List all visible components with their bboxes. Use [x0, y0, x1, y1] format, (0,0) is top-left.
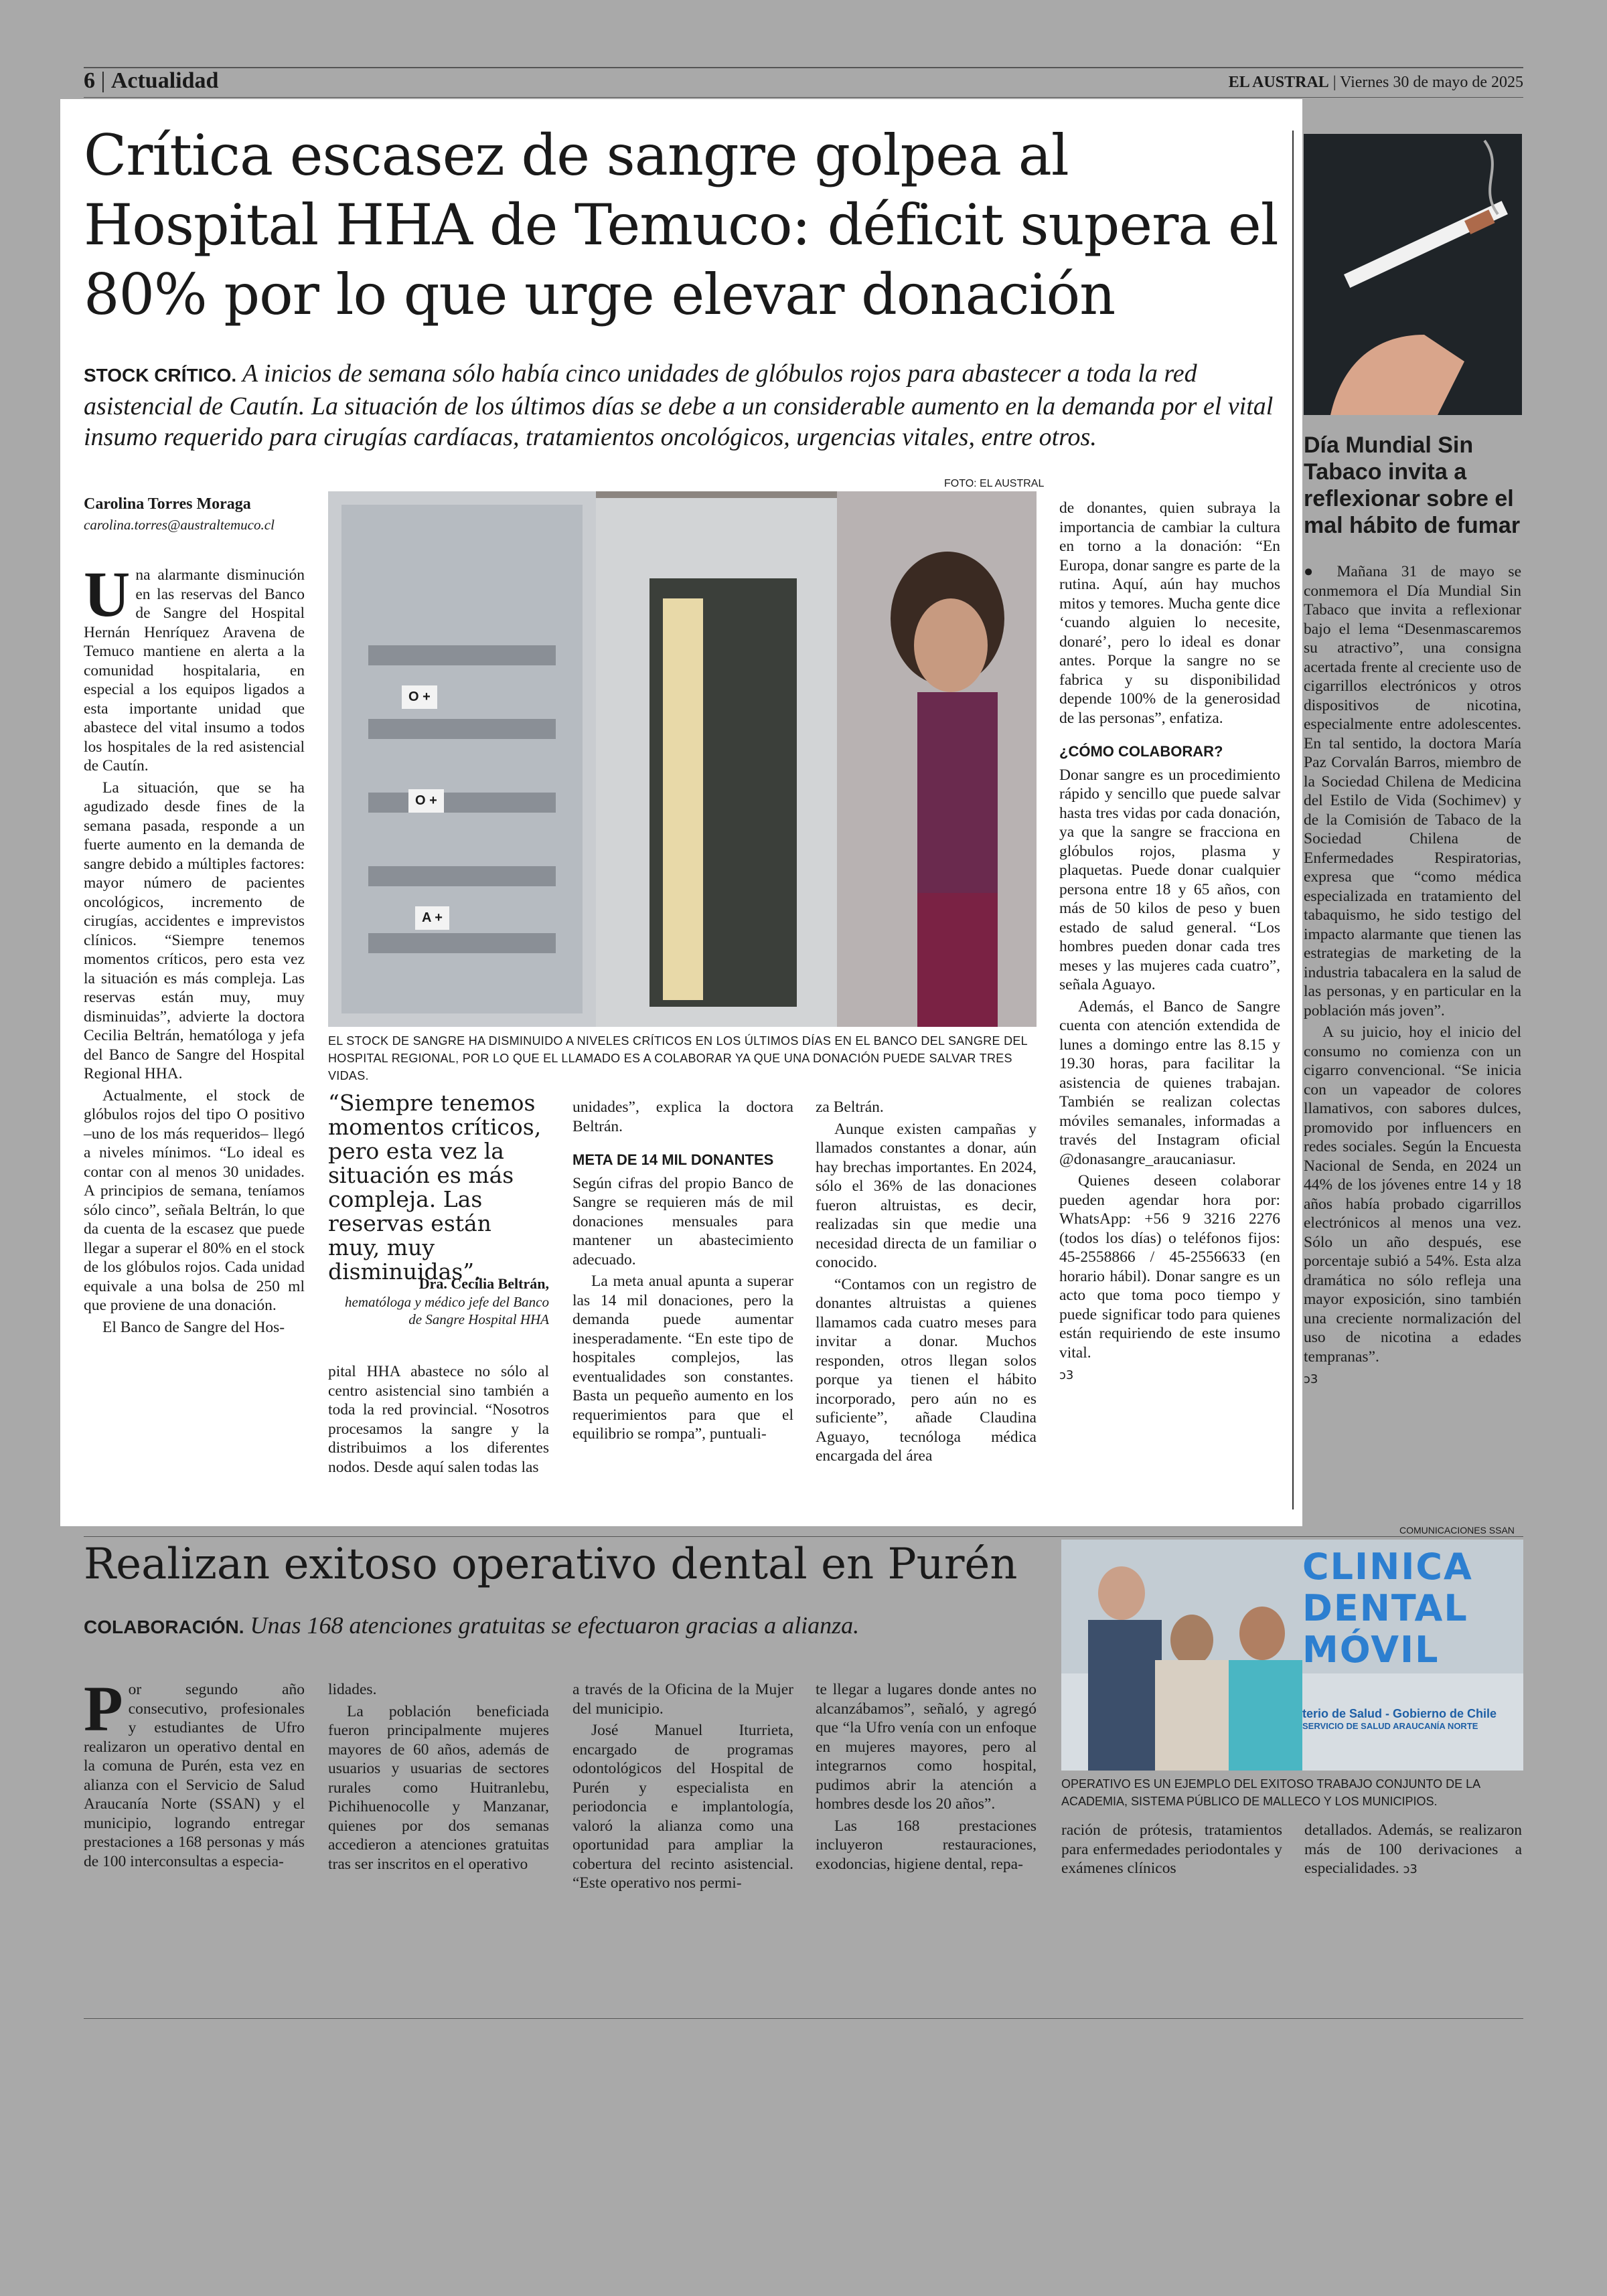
dental-col4-p1: te llegar a lugares donde antes no alcanzábamos”, señaló, y agregó que “la Ufro venía con un enfoque en mujeres mayores, pero al integrarnos como hospital, pudimos abrir la atención a hombres desde los 20 años”. — [816, 1681, 1037, 1813]
dental-column-6 — [1304, 1821, 1522, 1882]
dental-headline: Realizan exitoso operativo dental en Purén — [84, 1540, 1018, 1589]
dental-end-mark-icon: ↄ3 — [1403, 1862, 1418, 1876]
sidebar-p1-text: Mañana 31 de mayo se conmemora el Día Mundial Sin Tabaco que invita a reflexionar bajo el lema “Desenmascaremos su atractivo”, una consigna acertada frente al creciente uso de cigarrillos electrónicos y otros dispositivos de nicotina, especialmente entre adolescentes. En tal sentido, la doctora María Paz Corvalán Barros, miembro de la Sociedad Chilena de Medicina del Estilo de Vida (Sochimev) y de la Comisión de Tabaco de la Sociedad Chilena de Enfermedades Respiratorias, expresa que “como médica especializada en tratamiento del tabaquismo, he sido testigo del impacto alarmante que tienen las estrategias de marketing de la industria tabacalera en la salud de las personas, y en particular en la población más joven”. — [1304, 563, 1521, 1019]
sidebar-end-mark-icon: ↄ3 — [1304, 1372, 1318, 1386]
dental-sign — [1302, 1546, 1523, 1671]
banner-line-2: SERVICIO DE SALUD ARAUCANÍA NORTE — [1302, 1721, 1478, 1731]
sidebar-p2: A su juicio, hoy el inicio del consumo no comienza con un cigarro convencional. “Se inicia con un vapeador de colores llamativos, con sabores dulces, promovido por influencers en redes sociales. Según la Encuesta Nacional de Senda, en 2024 un 44% de los jóvenes entre 14 y 18 años había probado cigarrillos electrónicos al menos una vez. Sólo un año después, ese porcentaje subió a 54%. Esta alza dramática no sólo refleja una mayor exposición, sino también una creciente normalización del uso de nicotina a edades tempranas”. — [1304, 1023, 1521, 1366]
dental-column-4 — [816, 1680, 1037, 1876]
byline-author: Carolina Torres Moraga — [84, 495, 251, 513]
main-article-side-rule — [1292, 131, 1294, 1509]
dental-caption: OPERATIVO ES UN EJEMPLO DEL EXITOSO TRABAJO CONJUNTO DE LA ACADEMIA, SISTEMA PÚBLICO DE MALLECO Y LOS MUNICIPIOS. — [1061, 1777, 1480, 1808]
subhead-colaborar: ¿CÓMO COLABORAR? — [1059, 743, 1223, 760]
pull-quote: “Siempre tenemos momentos críticos, pero esta vez la situación es más compleja. Las reservas están muy, muy disminuidas”. — [328, 1090, 542, 1285]
main-col3-p3: La meta anual apunta a superar las 14 mil donaciones, pero la demanda puede aumentar inesperadamente. “En este tipo de hospitales complejos, las eventualidades son constantes. Basta un pequeño aumento en los requerimientos para que el equilibrio se rompa”, puntuali- — [572, 1273, 793, 1443]
header-bottom-rule — [84, 97, 1523, 98]
dropcap-p: P — [84, 1673, 123, 1744]
main-col2-p1: pital HHA abastece no sólo al centro asistencial sino también a toda la red provincial. “Nosotros procesamos la sangre y la distribuimos a los diferentes nodos. Desde aquí salen todas las — [328, 1363, 549, 1476]
dental-col4-p2: Las 168 prestaciones incluyeron restauraciones, exodoncias, higiene dental, repa- — [816, 1817, 1037, 1873]
main-col1-p2: La situación, que se ha agudizado desde fines de la semana pasada, responde a un fuerte aumento en la demanda de sangre debido a múltiples factores: mayor número de pacientes oncológicos, incremento de cirugías, accidentes e imprevistos clínicos. “Siempre tenemos momentos críticos, pero esta vez la situación es más compleja. Las reservas están muy, muy disminuidas”, advierte la doctora Cecilia Beltrán, hematóloga y jefa del Banco de Sangre del Hospital Regional HHA. — [84, 778, 305, 1082]
fridge-label-3: A + — [415, 906, 449, 930]
main-col1-p3: Actualmente, el stock de glóbulos rojos del tipo O positivo –uno de los más requeridos– llegó a niveles mínimos. “Lo ideal es contar con al menos 30 unidades. A principios de semana, teníamos sólo cinco”, señala Beltrán, lo que da cuenta de la escasez que puede llegar a superar el 80% en el stock de los glóbulos rojos. Cada unidad equivale a una bolsa de 250 ml que proviene de una donación. — [84, 1086, 305, 1314]
main-col5-p1: de donantes, quien subraya la importancia de cambiar la cultura en torno a la donación: “En Europa, donar sangre es parte de la rutina. Aquí, aún hay muchos mitos y temores. Mucha gente dice ‘cuando alguien lo necesite, donaré’, pero lo ideal es donar antes. Porque la sangre no se fabrica y su disponibilidad depende 100% de la generosidad de las personas”, enfatiza. — [1059, 499, 1280, 727]
main-column-1 — [84, 558, 305, 1339]
dental-column-5 — [1061, 1821, 1282, 1881]
dental-photo-credit: COMUNICACIONES SSAN — [1399, 1525, 1515, 1536]
dental-photo — [1061, 1540, 1523, 1771]
sign-line-3: MÓVIL — [1302, 1629, 1440, 1671]
quote-role: hematóloga y médico jefe del Banco de Sangre Hospital HHA — [345, 1294, 549, 1327]
main-column-2 — [328, 1362, 549, 1479]
dental-banner — [1302, 1707, 1517, 1731]
main-column-5 — [1059, 499, 1280, 1386]
main-col1-p4: El Banco de Sangre del Hos- — [102, 1318, 285, 1336]
sidebar-text — [1304, 562, 1521, 1390]
sign-line-2: DENTAL — [1302, 1587, 1468, 1629]
dental-col6-text: detallados. Además, se realizaron más de 100 derivaciones a especialidades. — [1304, 1821, 1522, 1877]
main-col1-p1: na alarmante disminución en las reservas del Banco de Sangre del Hospital Hernán Henríquez Aravena de Temuco mantiene en alerta a la comunidad hospitalaria, en especial a los equipos ligados a esta importante unidad que abastece del vital insumo a todos los hospitales de la red asistencial de Cautín. — [84, 566, 305, 774]
cigarette-photo — [1304, 134, 1522, 415]
lead-label: STOCK CRÍTICO. — [84, 365, 237, 386]
subhead-meta: META DE 14 MIL DONANTES — [572, 1151, 774, 1168]
main-col4-p2: Aunque existen campañas y llamados constantes a donar, aún hay brechas importantes. En 2024, sólo el 36% de las donaciones fueron altruistas, es decir, realizadas sin que medie una necesidad directa de un familiar o conocido. — [816, 1120, 1037, 1271]
dental-column-2 — [328, 1680, 549, 1876]
main-column-3 — [572, 1098, 793, 1447]
main-headline: Crítica escasez de sangre golpea al Hospital HHA de Temuco: déficit supera el 80% por lo que urge elevar donación — [84, 122, 1278, 327]
main-col4-p3: “Contamos con un registro de donantes altruistas a quienes llamamos cada cuatro meses para invitar a donar. Muchos responden, otros llegan solos porque ya tienen el hábito incorporado, pero aún no es suficiente”, añade Claudina Aguayo, tecnóloga médica encargada del área — [816, 1275, 1037, 1465]
dental-lead-label: COLABORACIÓN. — [84, 1617, 244, 1637]
byline-email: carolina.torres@australtemuco.cl — [84, 517, 275, 533]
dental-col1-p1: or segundo año consecutivo, profesionales y estudiantes de Ufro realizaron un operativo dental en la comuna de Purén, esta vez en alianza con el Servicio de Salud Araucanía Norte (SSAN) y el municipio, logrando entregar prestaciones a 168 personas y más de 100 interconsultas a especia- — [84, 1681, 305, 1870]
header-top-rule — [84, 67, 1523, 68]
quote-author: Dra. Cecilia Beltrán, — [418, 1275, 549, 1292]
dental-column-3 — [572, 1680, 793, 1896]
footer-rule — [84, 2018, 1523, 2019]
dental-column-1 — [84, 1673, 305, 1874]
banner-line-1: terio de Salud - Gobierno de Chile — [1302, 1707, 1497, 1720]
fridge-label-1: O + — [402, 685, 437, 709]
section-name: Actualidad — [110, 68, 219, 93]
main-col3-p2: Según cifras del propio Banco de Sangre se requieren más de mil donaciones mensuales para mantener un abastecimiento adecuado. — [572, 1174, 793, 1268]
dental-top-rule — [84, 1536, 1523, 1537]
main-column-4 — [816, 1098, 1037, 1469]
dental-col3-p2: José Manuel Iturrieta, encargado de programas odontológicos del Hospital de Purén y especialista en periodoncia e implantología, valoró la alianza como una oportunidad para ampliar la cobertura del recinto asistencial. “Este operativo nos permi- — [572, 1722, 793, 1892]
main-col3-p1: unidades”, explica la doctora Beltrán. — [572, 1098, 793, 1135]
dental-lead — [84, 1611, 859, 1639]
dropcap-u: U — [84, 558, 131, 630]
blood-bank-photo — [328, 491, 1037, 1027]
newspaper-name: EL AUSTRAL — [1228, 74, 1329, 91]
main-col4-p1: za Beltrán. — [816, 1098, 884, 1116]
sidebar-p1: ● Mañana 31 de mayo se conmemora el Día Mundial Sin Tabaco que invita a reflexionar bajo el lema “Desenmascaremos su atractivo”, una consigna acertada frente al creciente uso de cigarrillos electrónicos y otros dispositivos de nicotina, especialmente entre adolescentes. En tal sentido, la doctora María Paz Corvalán Barros, miembro de la Sociedad Chilena de Medicina del Estilo de Vida (Sochimev) y de la Comisión de Tabaco de la Sociedad Chilena de Enfermedades Respiratorias, expresa que “como médica especializada en tratamiento del tabaquismo, he sido testigo del impacto alarmante que tienen las estrategias de marketing de la industria tabacalera en la salud de las personas, y en particular en la población más joven”. — [1304, 563, 1521, 1019]
dental-col2-p1: lidades. — [328, 1681, 377, 1698]
dental-col2-p2: La población beneficiada fueron principalmente mujeres mayores de 60 años, además de usuarios y usuarias de sectores rurales como Huitranlebu, Pichihuenocolle y Manzanar, quienes por dos semanas accedieron a atenciones gratuitas tras ser inscritos en el operativo — [328, 1702, 549, 1873]
end-mark-icon: ↄ3 — [1059, 1368, 1074, 1382]
photo-credit: FOTO: EL AUSTRAL — [944, 478, 1045, 489]
fridge-label-2: O + — [408, 789, 444, 813]
header-right: EL AUSTRAL | Viernes 30 de mayo de 2025 — [1228, 74, 1523, 91]
sidebar-headline: Día Mundial Sin Tabaco invita a reflexionar sobre el mal hábito de fumar — [1304, 432, 1521, 538]
main-col5-p3: Además, el Banco de Sangre cuenta con atención extendida de lunes a domingo entre las 8.15 y 19.30 horas, para facilitar la asistencia de quienes trabajan. También se realizan colectas móviles semanales, informadas a través del Instagram oficial @donasangre_araucaniasur. — [1059, 997, 1280, 1168]
dental-col5-p1: ración de prótesis, tratamientos para enfermedades periodontales y exámenes clínicos — [1061, 1821, 1282, 1877]
dental-col6-p1 — [1304, 1821, 1522, 1880]
main-col5-p2: Donar sangre es un procedimiento rápido y sencillo que puede salvar hasta tres vidas por cada donación, ya que la sangre se fracciona en glóbulos rojos, plasma y plaquetas. Puede donar cualquier persona entre 18 y 65 años, con más de 50 kilos de peso y buen estado de salud general. “Los hombres pueden donar cada tres meses y las mujeres cada cuatro”, señala Aguayo. — [1059, 766, 1280, 993]
lead-text: A inicios de semana sólo había cinco unidades de glóbulos rojos para abastecer a toda la red asistencial de Cautín. La situación de los últimos días se debe a un considerable aumento en la demanda por el vital insumo requerido para cirugías cardíacas, tratamientos oncológicos, urgencias vitales, entre otros. — [84, 359, 1274, 451]
dental-lead-text: Unas 168 atenciones gratuitas se efectuaron gracias a alianza. — [250, 1612, 860, 1639]
sign-line-1: CLINICA — [1302, 1546, 1473, 1588]
dental-col3-p1: a través de la Oficina de la Mujer del municipio. — [572, 1681, 793, 1718]
header-date: Viernes 30 de mayo de 2025 — [1340, 74, 1523, 91]
main-lead — [84, 358, 1282, 453]
page-number: 6 — [84, 68, 95, 93]
header-left: 6 | Actualidad — [84, 68, 219, 93]
main-col5-p4: Quienes deseen colaborar pueden agendar hora por: WhatsApp: +56 9 3216 2276 (todos los días) o teléfonos fijos: 45-2558866 / 45-2556633 (en horario hábil). Donar sangre es un acto que toma poco tiempo y puede significar todo para quienes están requiriendo de este insumo vital. — [1059, 1172, 1280, 1362]
photo-caption: EL STOCK DE SANGRE HA DISMINUIDO A NIVELES CRÍTICOS EN LOS ÚLTIMOS DÍAS EN EL BANCO DEL SANGRE DEL HOSPITAL REGIONAL, POR LO QUE EL LLAMADO ES A COLABORAR YA QUE UNA DONACIÓN PUEDE SALVAR TRES VIDAS. — [328, 1034, 1028, 1082]
